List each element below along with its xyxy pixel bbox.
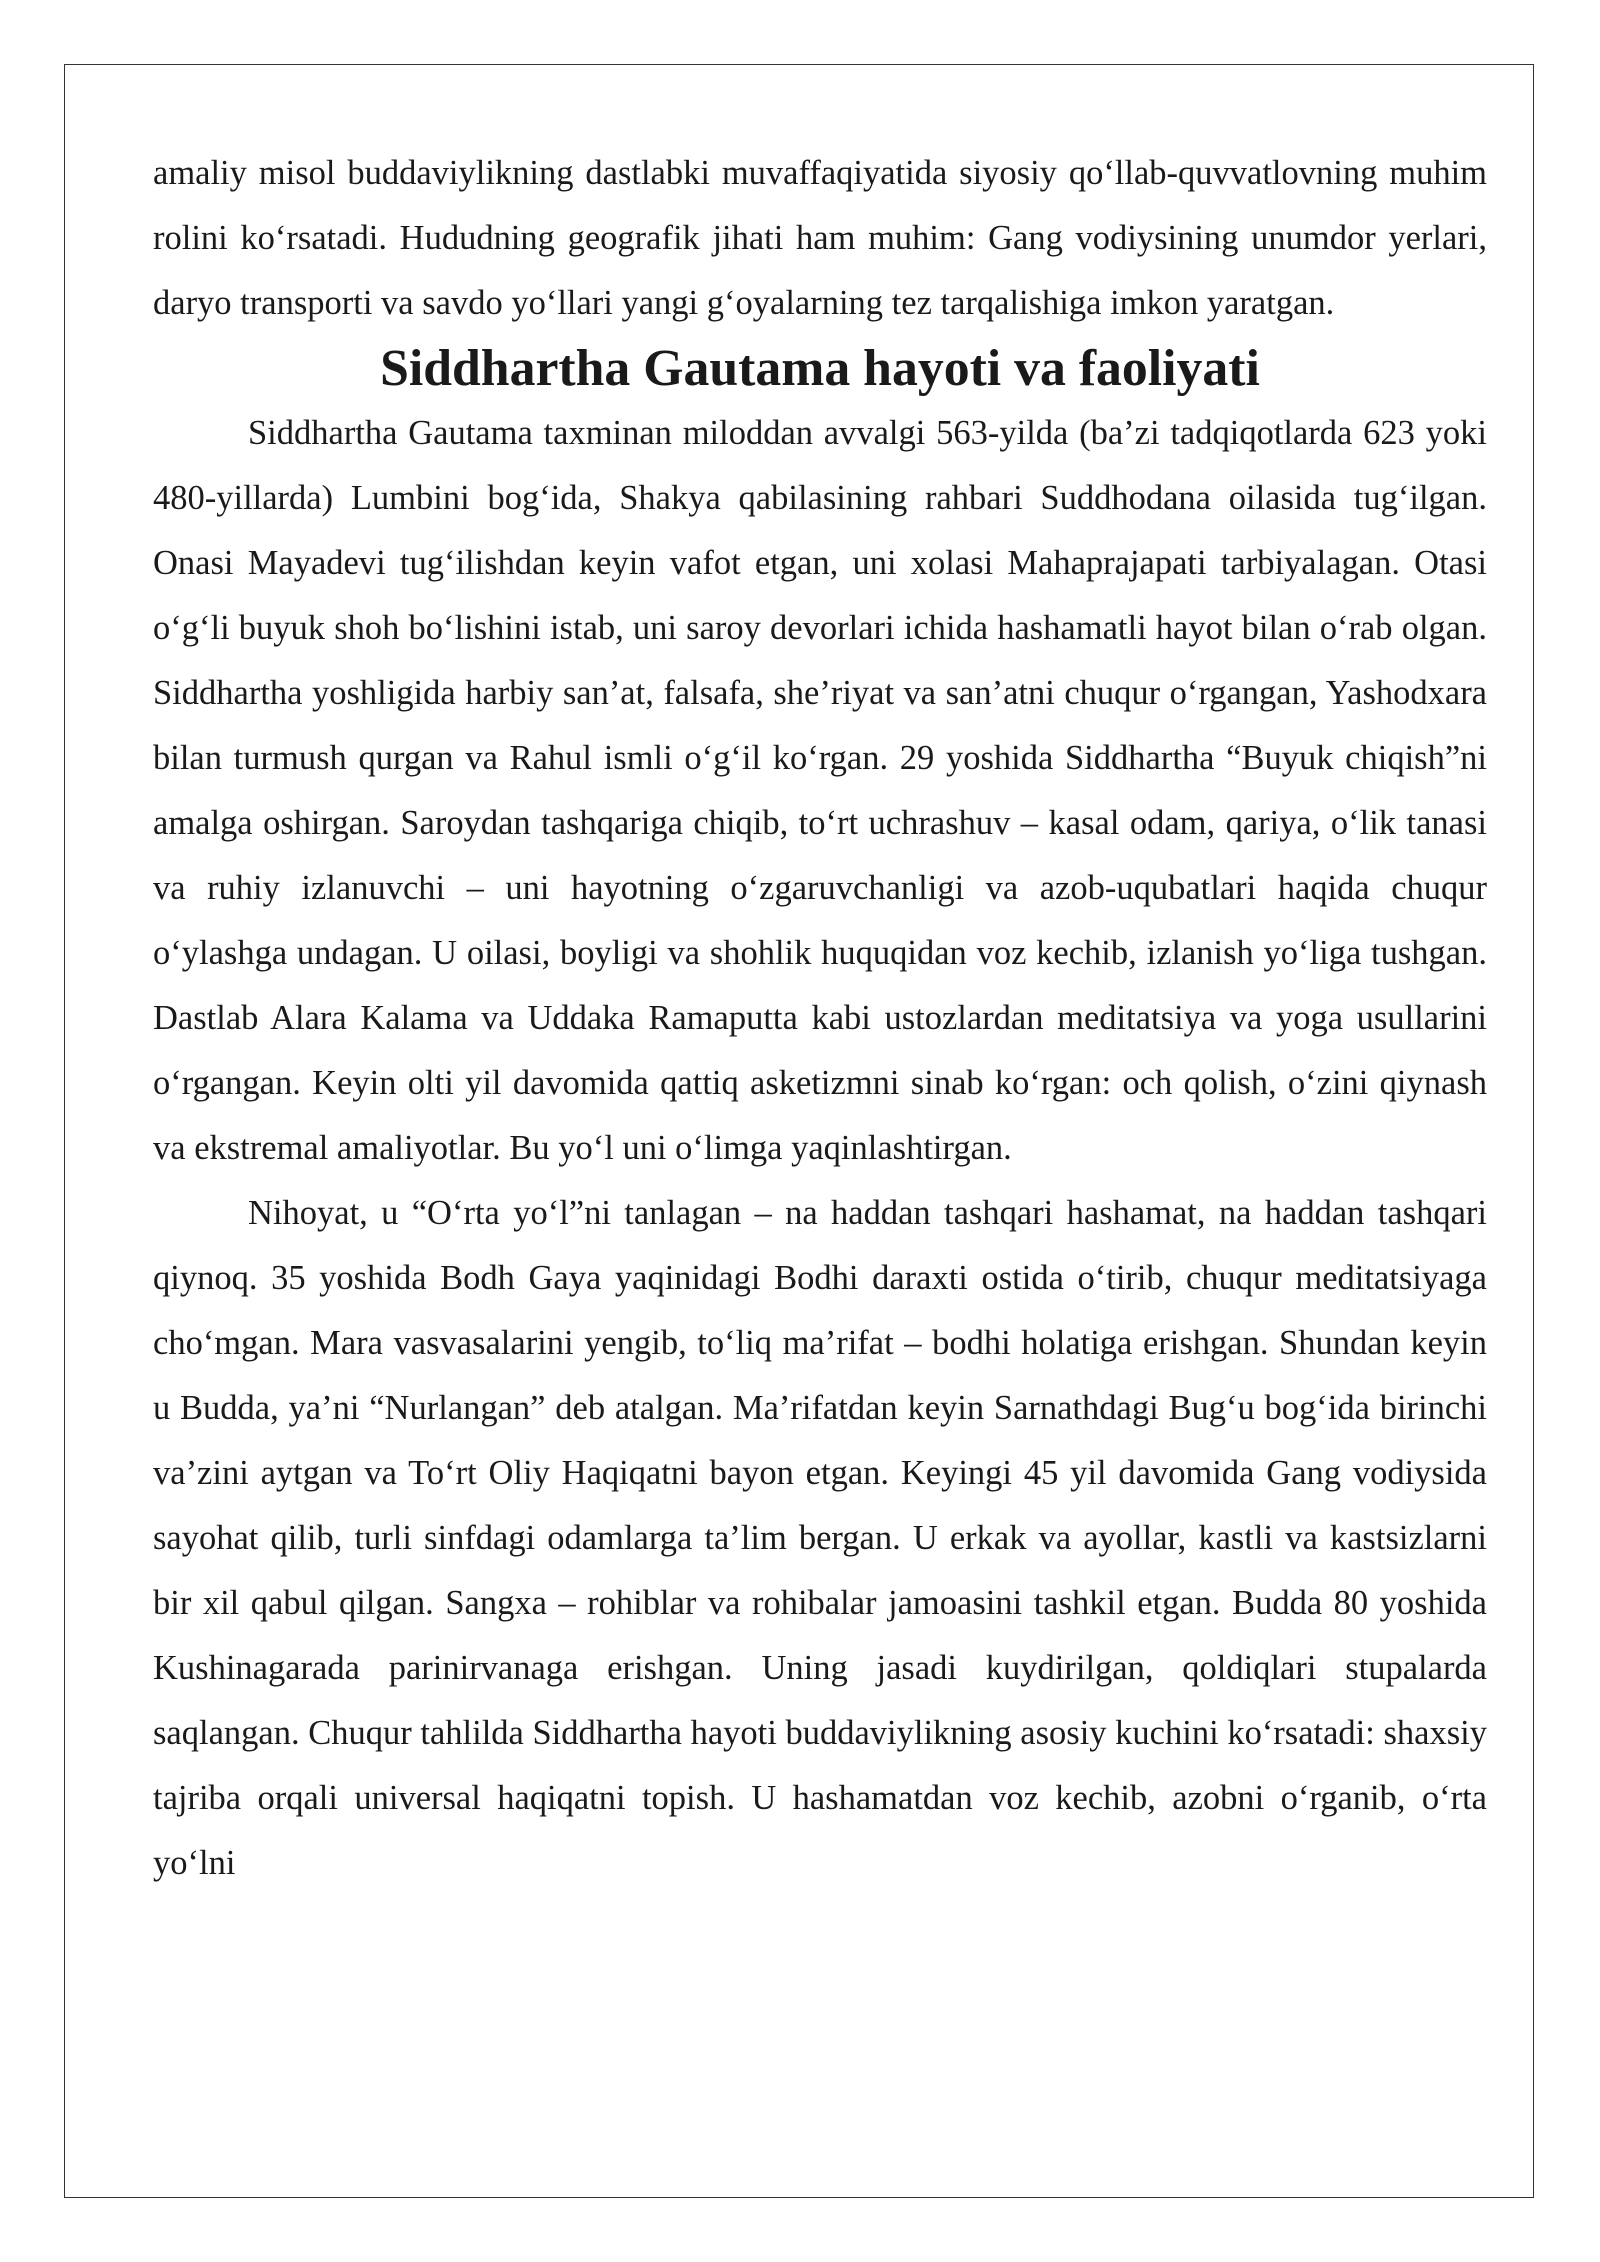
document-body — [153, 141, 1487, 1896]
intro-paragraph: amaliy misol buddaviylikning dastlabki muvaffaqiyatida siyosiy qo‘llab-quvvatlovning muhim rolini ko‘rsatadi. Hududning geografik jihati ham muhim: Gang vodiysining unumdor yerlari, daryo transporti va savdo yo‘llari yangi g‘oyalarning tez tarqalishiga imkon yaratgan. — [153, 154, 1487, 322]
body-paragraph-2: Nihoyat, u “O‘rta yo‘l”ni tanlagan – na haddan tashqari hashamat, na haddan tashqari qiynoq. 35 yoshida Bodh Gaya yaqinidagi Bodhi daraxti ostida o‘tirib, chuqur meditatsiyaga cho‘mgan. Mara vasvasalarini yengib, to‘liq ma’rifat – bodhi holatiga erishgan. Shundan keyin u Budda, ya’ni “Nurlangan” deb atalgan. Ma’rifatdan keyin Sarnathdagi Bug‘u bog‘ida birinchi va’zini aytgan va To‘rt Oliy Haqiqatni bayon etgan. Keyingi 45 yil davomida Gang vodiysida sayohat qilib, turli sinfdagi odamlarga ta’lim bergan. U erkak va ayollar, kastli va kastsizlarni bir xil qabul qilgan. Sangxa – rohiblar va rohibalar jamoasini tashkil etgan. Budda 80 yoshida Kushinagarada parinirvanaga erishgan. Uning jasadi kuydirilgan, qoldiqlari stupalarda saqlangan. Chuqur tahlilda Siddhartha hayoti buddaviylikning asosiy kuchini ko‘rsatadi: shaxsiy tajriba orqali universal haqiqatni topish. U hashamatdan voz kechib, azobni o‘rganib, o‘rta yo‘lni — [153, 1194, 1487, 1882]
section-heading: Siddhartha Gautama hayoti va faoliyati — [380, 340, 1260, 397]
body-paragraph-1: Siddhartha Gautama taxminan miloddan avvalgi 563-yilda (ba’zi tadqiqotlarda 623 yoki 480-yillarda) Lumbini bog‘ida, Shakya qabilasining rahbari Suddhodana oilasida tug‘ilgan. Onasi Mayadevi tug‘ilishdan keyin vafot etgan, uni xolasi Mahaprajapati tarbiyalagan. Otasi o‘g‘li buyuk shoh bo‘lishini istab, uni saroy devorlari ichida hashamatli hayot bilan o‘rab olgan. Siddhartha yoshligida harbiy san’at, falsafa, she’riyat va san’atni chuqur o‘rgangan, Yashodxara bilan turmush qurgan va Rahul ismli o‘g‘il ko‘rgan. 29 yoshida Siddhartha “Buyuk chiqish”ni amalga oshirgan. Saroydan tashqariga chiqib, to‘rt uchrashuv – kasal odam, qariya, o‘lik tanasi va ruhiy izlanuvchi – uni hayotning o‘zgaruvchanligi va azob-uqubatlari haqida chuqur o‘ylashga undagan. U oilasi, boyligi va shohlik huquqidan voz kechib, izlanish yo‘liga tushgan. Dastlab Alara Kalama va Uddaka Ramaputta kabi ustozlardan meditatsiya va yoga usullarini o‘rgangan. Keyin olti yil davomida qattiq asketizmni sinab ko‘rgan: och qolish, o‘zini qiynash va ekstremal amaliyotlar. Bu yo‘l uni o‘limga yaqinlashtirgan. — [153, 414, 1487, 1167]
